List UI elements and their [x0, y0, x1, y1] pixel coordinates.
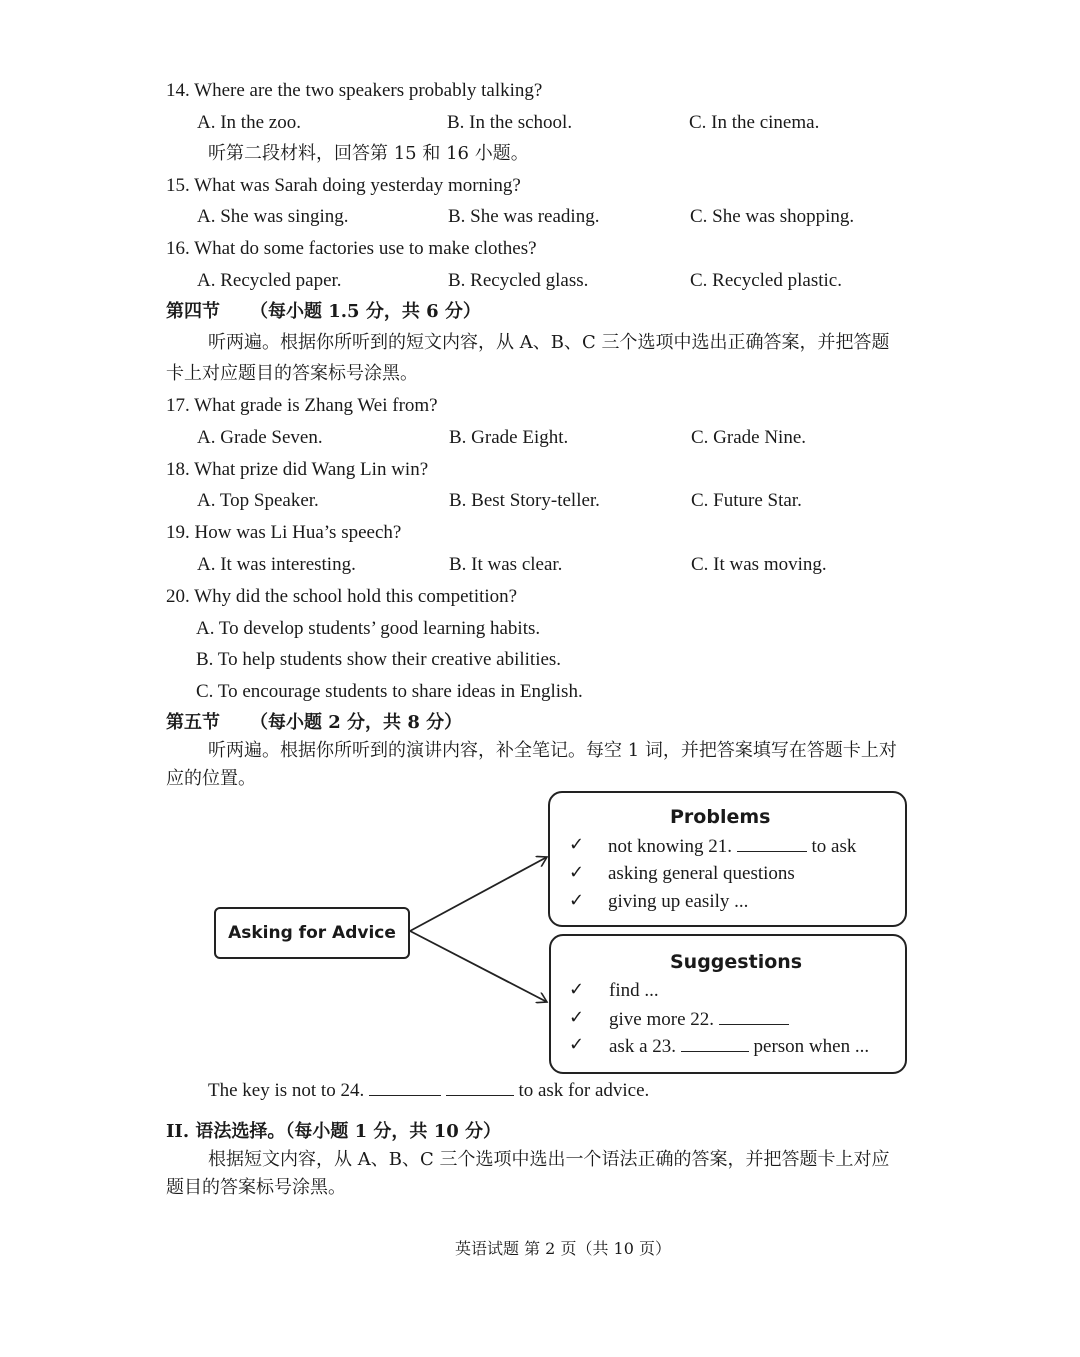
- q16-option-c: C. Recycled plastic.: [690, 270, 842, 291]
- section5-title: 第五节: [166, 712, 220, 733]
- blank-24a: [369, 1079, 441, 1096]
- suggestions-title: Suggestions: [670, 951, 803, 973]
- part2-instruction-2: 题目的答案标号涂黑。: [166, 1177, 346, 1198]
- asking-for-advice-box: [214, 907, 410, 959]
- q14-option-c: C. In the cinema.: [689, 112, 820, 133]
- problem-item-1: [608, 835, 856, 858]
- problem-item-2: asking general questions: [608, 863, 795, 884]
- section4-title: 第四节: [166, 301, 220, 322]
- q15-stem: 15. What was Sarah doing yesterday morning?: [166, 175, 521, 196]
- q17-option-b: B. Grade Eight.: [449, 427, 569, 448]
- q19-option-c: C. It was moving.: [691, 554, 827, 575]
- check-icon: ✓: [569, 834, 585, 855]
- q19-stem: 19. How was Li Hua’s speech?: [166, 522, 402, 543]
- q14-option-a: A. In the zoo.: [197, 112, 301, 133]
- key-sentence-end: to ask for advice.: [518, 1080, 650, 1101]
- q20-option-c: C. To encourage students to share ideas in English.: [196, 681, 583, 702]
- check-icon: ✓: [569, 979, 585, 1000]
- q14-option-b: B. In the school.: [447, 112, 573, 133]
- section4-instruction-1: 听两遍。根据你所听到的短文内容，从 A、B、C 三个选项中选出正确答案，并把答题: [208, 332, 890, 353]
- section5-instruction-2: 应的位置。: [166, 768, 256, 789]
- q17-stem: 17. What grade is Zhang Wei from?: [166, 395, 438, 416]
- q16-stem: 16. What do some factories use to make clothes?: [166, 238, 537, 259]
- q15-option-c: C. She was shopping.: [690, 206, 855, 227]
- suggestion-item-2-text: give more 22.: [609, 1009, 715, 1030]
- q19-option-b: B. It was clear.: [449, 554, 563, 575]
- q20-stem: 20. Why did the school hold this competition?: [166, 586, 518, 607]
- q17-option-c: C. Grade Nine.: [691, 427, 807, 448]
- problem-item-1-text: not knowing 21.: [608, 836, 733, 857]
- check-icon: ✓: [569, 890, 585, 911]
- page-footer: 英语试题 第 2 页（共 10 页）: [455, 1239, 671, 1258]
- blank-22: [719, 1008, 789, 1025]
- suggestion-item-2: [609, 1008, 789, 1031]
- blank-21: [737, 835, 807, 852]
- section4-instruction-2: 卡上对应题目的答案标号涂黑。: [166, 363, 418, 384]
- q15-option-a: A. She was singing.: [197, 206, 349, 227]
- part2-title: II. 语法选择。（每小题 1 分，共 10 分）: [166, 1121, 502, 1142]
- suggestion-item-3-text: ask a 23.: [609, 1036, 677, 1057]
- check-icon: ✓: [569, 1007, 585, 1028]
- q14-stem: 14. Where are the two speakers probably talking?: [166, 80, 543, 101]
- suggestion-item-1: find ...: [609, 980, 659, 1001]
- section4-score: （每小题 1.5 分，共 6 分）: [250, 301, 481, 322]
- problem-item-3: giving up easily ...: [608, 891, 749, 912]
- blank-24b: [446, 1079, 514, 1096]
- q15-option-b: B. She was reading.: [448, 206, 600, 227]
- suggestion-item-3: [609, 1035, 869, 1058]
- advice-label: Asking for Advice: [228, 923, 396, 943]
- suggestion-item-3-end: person when ...: [753, 1036, 870, 1057]
- q16-option-a: A. Recycled paper.: [197, 270, 342, 291]
- problem-item-1-end: to ask: [811, 836, 857, 857]
- blank-23: [681, 1035, 749, 1052]
- q20-option-b: B. To help students show their creative abilities.: [196, 649, 562, 670]
- q19-option-a: A. It was interesting.: [197, 554, 356, 575]
- section5-score: （每小题 2 分，共 8 分）: [250, 712, 463, 733]
- q18-option-b: B. Best Story-teller.: [449, 490, 600, 511]
- q18-option-c: C. Future Star.: [691, 490, 802, 511]
- q16-option-b: B. Recycled glass.: [448, 270, 589, 291]
- key-sentence-start: The key is not to 24.: [208, 1080, 365, 1101]
- q18-stem: 18. What prize did Wang Lin win?: [166, 459, 429, 480]
- check-icon: ✓: [569, 1034, 585, 1055]
- section3-instruction: 听第二段材料，回答第 15 和 16 小题。: [208, 143, 529, 164]
- problems-title: Problems: [670, 806, 771, 828]
- key-sentence: [208, 1079, 649, 1103]
- q17-option-a: A. Grade Seven.: [197, 427, 323, 448]
- q20-option-a: A. To develop students’ good learning habits.: [196, 618, 541, 639]
- check-icon: ✓: [569, 862, 585, 883]
- section5-instruction-1: 听两遍。根据你所听到的演讲内容，补全笔记。每空 1 词，并把答案填写在答题卡上对: [208, 740, 897, 761]
- q18-option-a: A. Top Speaker.: [197, 490, 319, 511]
- part2-instruction-1: 根据短文内容，从 A、B、C 三个选项中选出一个语法正确的答案，并把答题卡上对应: [208, 1149, 890, 1170]
